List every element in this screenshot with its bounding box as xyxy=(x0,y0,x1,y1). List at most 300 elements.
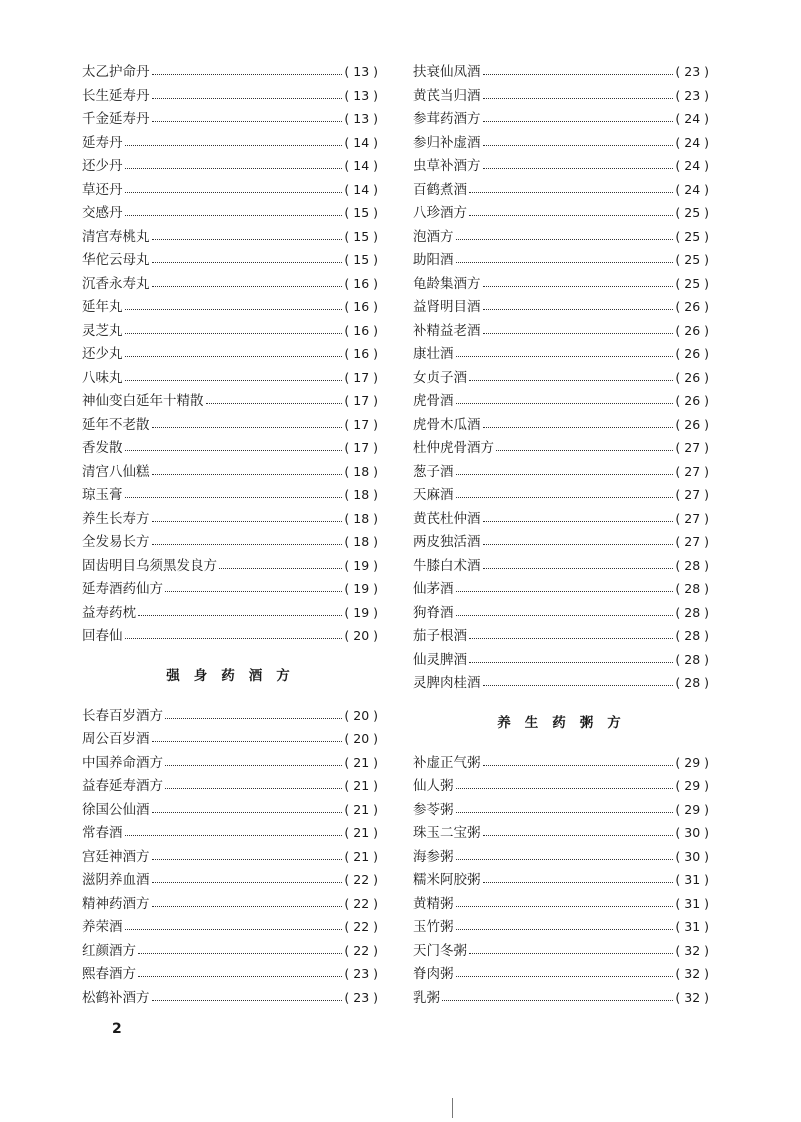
dot-leader xyxy=(483,544,674,545)
scan-artifact xyxy=(452,1098,453,1118)
entry-title: 琼玉膏 xyxy=(82,487,123,503)
entry-page: ( 32 ) xyxy=(675,942,709,958)
dot-leader xyxy=(483,427,674,428)
entry-title: 固齿明目乌须黑发良方 xyxy=(82,557,217,574)
entry-page: ( 28 ) xyxy=(675,581,709,596)
toc-entry xyxy=(82,366,378,390)
dot-leader xyxy=(206,403,343,404)
dot-leader xyxy=(125,497,343,498)
entry-page: ( 32 ) xyxy=(675,989,709,1005)
entry-title: 葱子酒 xyxy=(413,463,454,480)
entry-page: ( 28 ) xyxy=(675,604,709,620)
entry-title: 精神药酒方 xyxy=(82,895,150,912)
entry-title: 八珍酒方 xyxy=(413,205,467,221)
toc-entry xyxy=(413,601,709,625)
entry-page: ( 17 ) xyxy=(344,393,378,408)
entry-title: 养荣酒 xyxy=(82,919,123,935)
dot-leader xyxy=(496,450,673,451)
entry-title: 杜仲虎骨酒方 xyxy=(413,440,494,456)
entry-title: 还少丹 xyxy=(82,158,123,174)
entry-title: 松鹤补酒方 xyxy=(82,989,150,1006)
entry-page: ( 28 ) xyxy=(675,557,709,573)
entry-page: ( 14 ) xyxy=(344,158,378,173)
toc-entry xyxy=(413,986,709,1010)
entry-title: 乳粥 xyxy=(413,989,440,1006)
entry-title: 中国养命酒方 xyxy=(82,754,163,771)
entry-title: 康壮酒 xyxy=(413,346,454,362)
dot-leader xyxy=(456,262,674,263)
entry-page: ( 26 ) xyxy=(675,346,709,361)
dot-leader xyxy=(152,906,343,907)
dot-leader xyxy=(165,765,342,766)
toc-entry xyxy=(82,798,378,822)
dot-leader xyxy=(483,98,674,99)
entry-title: 参苓粥 xyxy=(413,801,454,818)
entry-title: 华佗云母丸 xyxy=(82,252,150,268)
entry-page: ( 19 ) xyxy=(344,581,378,596)
toc-entry xyxy=(413,483,709,507)
entry-title: 神仙变白延年十精散 xyxy=(82,393,204,409)
entry-title: 太乙护命丹 xyxy=(82,64,150,80)
entry-title: 长生延寿丹 xyxy=(82,87,150,104)
entry-page: ( 30 ) xyxy=(675,848,709,864)
dot-leader xyxy=(125,215,343,216)
toc-entry xyxy=(82,727,378,751)
entry-page: ( 17 ) xyxy=(344,369,378,385)
dot-leader xyxy=(138,953,342,954)
entry-page: ( 23 ) xyxy=(675,64,709,79)
toc-entry xyxy=(413,248,709,272)
entry-title: 宫廷神酒方 xyxy=(82,848,150,865)
dot-leader xyxy=(125,356,343,357)
entry-title: 回春仙 xyxy=(82,628,123,644)
entry-page: ( 13 ) xyxy=(344,87,378,103)
entry-page: ( 22 ) xyxy=(344,919,378,934)
entry-title: 补精益老酒 xyxy=(413,322,481,339)
entry-title: 天麻酒 xyxy=(413,487,454,503)
entry-page: ( 21 ) xyxy=(344,778,378,793)
toc-entry xyxy=(413,131,709,155)
entry-page: ( 14 ) xyxy=(344,181,378,197)
toc-entry xyxy=(82,483,378,507)
dot-leader xyxy=(483,286,674,287)
toc-entry xyxy=(82,939,378,963)
dot-leader xyxy=(483,568,674,569)
entry-page: ( 15 ) xyxy=(344,228,378,244)
toc-entry xyxy=(82,84,378,108)
dot-leader xyxy=(456,403,674,404)
entry-title: 虎骨木瓜酒 xyxy=(413,416,481,433)
entry-title: 草还丹 xyxy=(82,181,123,198)
toc-right-column xyxy=(413,60,709,1009)
entry-title: 仙茅酒 xyxy=(413,581,454,597)
entry-title: 泡酒方 xyxy=(413,228,454,245)
dot-leader xyxy=(152,262,343,263)
entry-title: 延年不老散 xyxy=(82,416,150,433)
toc-entry xyxy=(82,624,378,648)
entry-page: ( 16 ) xyxy=(344,346,378,361)
entry-page: ( 27 ) xyxy=(675,534,709,549)
toc-entry xyxy=(82,577,378,601)
toc-entry xyxy=(413,460,709,484)
entry-title: 养生长寿方 xyxy=(82,510,150,527)
page-number: 2 xyxy=(112,1021,122,1037)
entry-title: 香发散 xyxy=(82,440,123,456)
toc-entry xyxy=(413,225,709,249)
toc-entry xyxy=(82,507,378,531)
dot-leader xyxy=(152,239,343,240)
toc-entry xyxy=(82,868,378,892)
entry-title: 茄子根酒 xyxy=(413,628,467,644)
entry-page: ( 16 ) xyxy=(344,299,378,314)
entry-title: 灵脾肉桂酒 xyxy=(413,675,481,691)
dot-leader xyxy=(125,309,343,310)
entry-title: 糯米阿胶粥 xyxy=(413,872,481,888)
toc-entry xyxy=(82,225,378,249)
entry-page: ( 24 ) xyxy=(675,158,709,173)
entry-title: 玉竹粥 xyxy=(413,919,454,935)
toc-entry xyxy=(82,530,378,554)
entry-page: ( 18 ) xyxy=(344,463,378,479)
dot-leader xyxy=(152,544,343,545)
entry-page: ( 29 ) xyxy=(675,778,709,793)
toc-entry xyxy=(82,986,378,1010)
entry-title: 延寿酒药仙方 xyxy=(82,581,163,597)
entry-title: 女贞子酒 xyxy=(413,369,467,386)
entry-page: ( 29 ) xyxy=(675,754,709,770)
entry-page: ( 25 ) xyxy=(675,275,709,291)
toc-entry xyxy=(82,107,378,131)
dot-leader xyxy=(483,309,674,310)
entry-title: 补虚正气粥 xyxy=(413,754,481,771)
toc-entry xyxy=(82,704,378,728)
entry-page: ( 21 ) xyxy=(344,825,378,840)
toc-entry xyxy=(82,774,378,798)
entry-title: 还少丸 xyxy=(82,346,123,362)
entry-title: 仙灵脾酒 xyxy=(413,651,467,668)
dot-leader xyxy=(125,333,343,334)
entry-page: ( 28 ) xyxy=(675,628,709,643)
dot-leader xyxy=(483,168,674,169)
entry-page: ( 25 ) xyxy=(675,205,709,220)
entry-page: ( 26 ) xyxy=(675,322,709,338)
section-heading-strengthening-wines: 强身药酒方 xyxy=(166,667,304,684)
dot-leader xyxy=(456,591,674,592)
entry-title: 八味丸 xyxy=(82,369,123,386)
toc-entry xyxy=(82,342,378,366)
entry-title: 助阳酒 xyxy=(413,252,454,268)
toc-entry xyxy=(82,319,378,343)
entry-title: 千金延寿丹 xyxy=(82,111,150,127)
entry-page: ( 25 ) xyxy=(675,252,709,267)
entry-title: 参茸药酒方 xyxy=(413,111,481,127)
toc-entry xyxy=(82,892,378,916)
dot-leader xyxy=(456,929,674,930)
toc-entry xyxy=(82,131,378,155)
toc-entry xyxy=(82,295,378,319)
toc-entry xyxy=(413,577,709,601)
toc-entry xyxy=(413,624,709,648)
entry-page: ( 24 ) xyxy=(675,181,709,197)
entry-page: ( 26 ) xyxy=(675,416,709,432)
dot-leader xyxy=(483,835,674,836)
entry-page: ( 27 ) xyxy=(675,510,709,526)
toc-left-column xyxy=(82,60,378,1009)
entry-title: 珠玉二宝粥 xyxy=(413,825,481,841)
entry-page: ( 20 ) xyxy=(344,731,378,746)
entry-title: 牛膝白术酒 xyxy=(413,557,481,574)
dot-leader xyxy=(152,74,343,75)
dot-leader xyxy=(152,98,343,99)
entry-page: ( 27 ) xyxy=(675,487,709,502)
toc-entry xyxy=(413,389,709,413)
toc-entry xyxy=(413,154,709,178)
dot-leader xyxy=(456,906,674,907)
dot-leader xyxy=(138,976,342,977)
dot-leader xyxy=(138,615,342,616)
dot-leader xyxy=(152,427,343,428)
entry-title: 扶衰仙凤酒 xyxy=(413,64,481,80)
entry-page: ( 19 ) xyxy=(344,604,378,620)
dot-leader xyxy=(152,741,343,742)
toc-entry xyxy=(413,272,709,296)
toc-entry xyxy=(82,436,378,460)
entry-title: 海参粥 xyxy=(413,848,454,865)
dot-leader xyxy=(152,521,343,522)
entry-page: ( 13 ) xyxy=(344,111,378,126)
dot-leader xyxy=(125,168,343,169)
toc-entry xyxy=(413,962,709,986)
dot-leader xyxy=(483,121,674,122)
toc-entry xyxy=(413,530,709,554)
dot-leader xyxy=(469,953,673,954)
entry-page: ( 20 ) xyxy=(344,707,378,723)
dot-leader xyxy=(456,615,674,616)
dot-leader xyxy=(165,788,342,789)
dot-leader xyxy=(125,835,343,836)
entry-page: ( 17 ) xyxy=(344,416,378,432)
entry-page: ( 19 ) xyxy=(344,557,378,573)
entry-title: 沉香永寿丸 xyxy=(82,275,150,292)
entry-title: 延年丸 xyxy=(82,299,123,315)
toc-entry xyxy=(82,460,378,484)
toc-entry xyxy=(413,915,709,939)
toc-entry xyxy=(82,554,378,578)
entry-page: ( 23 ) xyxy=(344,966,378,981)
entry-page: ( 17 ) xyxy=(344,440,378,455)
toc-entry xyxy=(82,272,378,296)
toc-entry xyxy=(413,319,709,343)
dot-leader xyxy=(165,591,342,592)
toc-entry xyxy=(82,601,378,625)
entry-title: 仙人粥 xyxy=(413,778,454,794)
dot-leader xyxy=(152,286,343,287)
toc-group-strengthening-wines xyxy=(82,704,378,1010)
entry-title: 交感丹 xyxy=(82,205,123,221)
entry-page: ( 31 ) xyxy=(675,919,709,934)
dot-leader xyxy=(469,215,673,216)
dot-leader xyxy=(456,788,674,789)
entry-title: 益寿药枕 xyxy=(82,604,136,621)
toc-group-pills xyxy=(82,60,378,648)
dot-leader xyxy=(456,497,674,498)
toc-group-health-porridges xyxy=(413,751,709,1010)
entry-title: 黄芪当归酒 xyxy=(413,87,481,104)
entry-page: ( 14 ) xyxy=(344,134,378,150)
dot-leader xyxy=(456,812,674,813)
dot-leader xyxy=(483,74,674,75)
entry-page: ( 31 ) xyxy=(675,895,709,911)
dot-leader xyxy=(152,1000,343,1001)
entry-title: 清宫寿桃丸 xyxy=(82,228,150,245)
entry-page: ( 21 ) xyxy=(344,754,378,770)
entry-page: ( 13 ) xyxy=(344,64,378,79)
dot-leader xyxy=(125,380,343,381)
entry-page: ( 21 ) xyxy=(344,848,378,864)
dot-leader xyxy=(483,685,674,686)
toc-entry xyxy=(413,60,709,84)
entry-page: ( 27 ) xyxy=(675,440,709,455)
entry-title: 滋阴养血酒 xyxy=(82,872,150,888)
entry-title: 参归补虚酒 xyxy=(413,134,481,151)
entry-page: ( 21 ) xyxy=(344,801,378,817)
dot-leader xyxy=(442,1000,673,1001)
toc-entry xyxy=(413,201,709,225)
toc-entry xyxy=(82,845,378,869)
entry-title: 灵芝丸 xyxy=(82,322,123,339)
entry-page: ( 15 ) xyxy=(344,252,378,267)
toc-entry xyxy=(413,342,709,366)
entry-title: 百鹤煮酒 xyxy=(413,181,467,198)
entry-page: ( 20 ) xyxy=(344,628,378,643)
entry-title: 延寿丹 xyxy=(82,134,123,151)
entry-page: ( 22 ) xyxy=(344,942,378,958)
entry-title: 益肾明目酒 xyxy=(413,299,481,315)
dot-leader xyxy=(483,333,674,334)
entry-page: ( 23 ) xyxy=(675,87,709,103)
toc-entry xyxy=(82,389,378,413)
toc-entry xyxy=(413,892,709,916)
entry-title: 清宫八仙糕 xyxy=(82,463,150,480)
toc-entry xyxy=(413,798,709,822)
entry-page: ( 24 ) xyxy=(675,111,709,126)
dot-leader xyxy=(219,568,342,569)
dot-leader xyxy=(152,882,343,883)
dot-leader xyxy=(125,450,343,451)
toc-entry xyxy=(413,821,709,845)
dot-leader xyxy=(483,882,674,883)
entry-title: 黄芪杜仲酒 xyxy=(413,510,481,527)
entry-page: ( 22 ) xyxy=(344,872,378,887)
entry-title: 长春百岁酒方 xyxy=(82,707,163,724)
entry-page: ( 24 ) xyxy=(675,134,709,150)
toc-entry xyxy=(413,671,709,695)
toc-entry xyxy=(82,178,378,202)
toc-entry xyxy=(82,413,378,437)
toc-entry xyxy=(413,507,709,531)
toc-entry xyxy=(413,751,709,775)
toc-entry xyxy=(413,774,709,798)
dot-leader xyxy=(483,521,674,522)
toc-entry xyxy=(413,107,709,131)
dot-leader xyxy=(456,859,674,860)
dot-leader xyxy=(125,145,343,146)
toc-entry xyxy=(82,248,378,272)
entry-page: ( 32 ) xyxy=(675,966,709,981)
entry-page: ( 18 ) xyxy=(344,534,378,549)
entry-title: 常春酒 xyxy=(82,825,123,841)
entry-page: ( 16 ) xyxy=(344,275,378,291)
dot-leader xyxy=(469,638,673,639)
toc-entry xyxy=(413,939,709,963)
entry-title: 虎骨酒 xyxy=(413,393,454,409)
entry-page: ( 27 ) xyxy=(675,463,709,479)
toc-entry xyxy=(82,962,378,986)
entry-title: 狗脊酒 xyxy=(413,604,454,621)
entry-page: ( 31 ) xyxy=(675,872,709,887)
dot-leader xyxy=(456,356,674,357)
toc-entry xyxy=(82,751,378,775)
entry-title: 周公百岁酒 xyxy=(82,731,150,747)
entry-title: 益春延寿酒方 xyxy=(82,778,163,794)
dot-leader xyxy=(469,192,673,193)
dot-leader xyxy=(456,239,674,240)
entry-title: 黄精粥 xyxy=(413,895,454,912)
entry-page: ( 30 ) xyxy=(675,825,709,840)
entry-page: ( 22 ) xyxy=(344,895,378,911)
dot-leader xyxy=(483,145,674,146)
entry-title: 龟龄集酒方 xyxy=(413,275,481,292)
toc-entry xyxy=(413,178,709,202)
entry-title: 天门冬粥 xyxy=(413,942,467,959)
dot-leader xyxy=(469,662,673,663)
entry-title: 脊肉粥 xyxy=(413,966,454,982)
entry-title: 两皮独活酒 xyxy=(413,534,481,550)
toc-group-wines-continued xyxy=(413,60,709,695)
dot-leader xyxy=(152,859,343,860)
entry-title: 红颜酒方 xyxy=(82,942,136,959)
dot-leader xyxy=(483,765,674,766)
entry-page: ( 18 ) xyxy=(344,510,378,526)
dot-leader xyxy=(125,638,343,639)
entry-page: ( 25 ) xyxy=(675,228,709,244)
entry-title: 熙春酒方 xyxy=(82,966,136,982)
toc-entry xyxy=(413,84,709,108)
dot-leader xyxy=(165,718,342,719)
toc-entry xyxy=(413,366,709,390)
dot-leader xyxy=(125,192,343,193)
entry-page: ( 26 ) xyxy=(675,369,709,385)
toc-entry xyxy=(413,868,709,892)
toc-entry xyxy=(82,821,378,845)
toc-entry xyxy=(413,554,709,578)
toc-entry xyxy=(413,436,709,460)
section-heading-health-porridges: 养生药粥方 xyxy=(497,714,635,731)
toc-entry xyxy=(413,413,709,437)
toc-entry xyxy=(413,295,709,319)
dot-leader xyxy=(456,976,674,977)
dot-leader xyxy=(125,929,343,930)
entry-title: 虫草补酒方 xyxy=(413,158,481,174)
entry-title: 徐国公仙酒 xyxy=(82,801,150,818)
dot-leader xyxy=(469,380,673,381)
entry-page: ( 29 ) xyxy=(675,801,709,817)
dot-leader xyxy=(152,474,343,475)
entry-page: ( 28 ) xyxy=(675,675,709,690)
toc-entry xyxy=(82,154,378,178)
entry-page: ( 26 ) xyxy=(675,299,709,314)
toc-entry xyxy=(82,60,378,84)
